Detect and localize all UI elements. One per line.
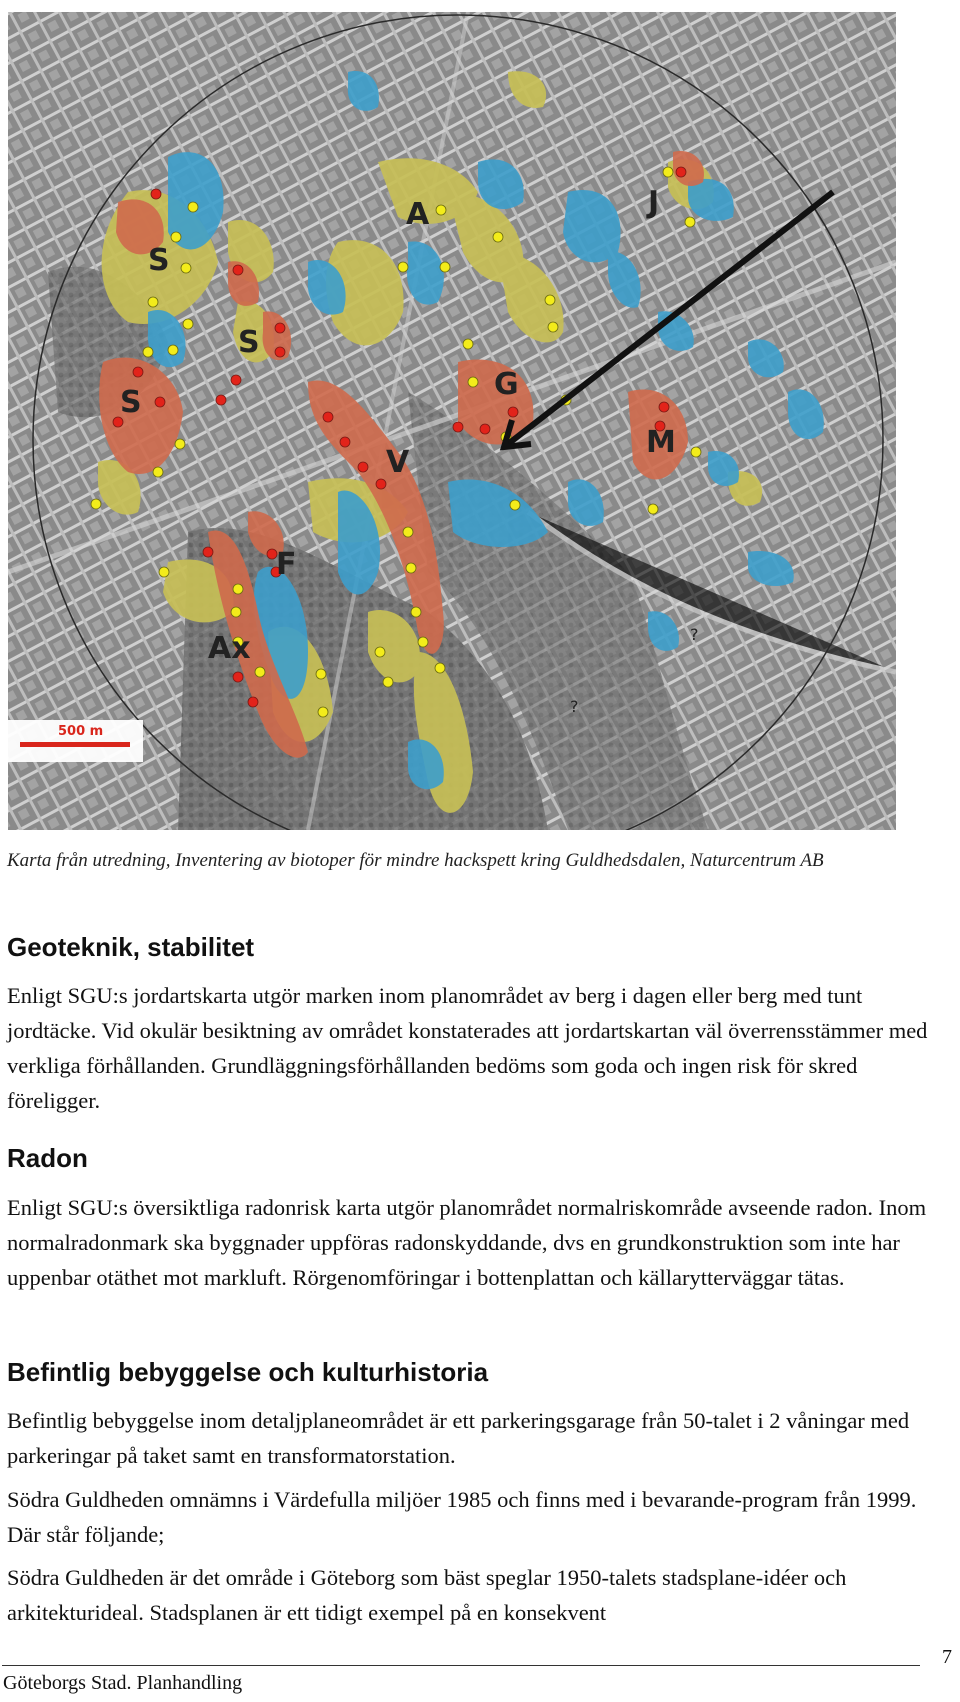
- page-number: 7: [942, 1646, 952, 1668]
- footer-text: Göteborgs Stad. Planhandling: [3, 1672, 243, 1694]
- heading-radon: Radon: [7, 1143, 88, 1173]
- paragraph-geoteknik: Enligt SGU:s jordartskarta utgör marken inom planområdet av berg i dagen eller berg med tunt jordtäcke. Vid okulär besiktning av området konstaterades att jordartskartan väl överrensstämmer med verkliga förhållanden. Grundläggningsförhållanden bedöms som goda och ingen risk för skred föreligger.: [7, 983, 928, 1113]
- map-label-s3: S: [120, 385, 142, 420]
- paragraph-bebyggelse-3: Södra Guldheden är det område i Göteborg som bäst speglar 1950-talets stadsplane-idéer och arkitekturideal. Stadsplanen är ett tidigt exempel på en konsekvent: [7, 1565, 847, 1625]
- heading-bebyggelse: Befintlig bebyggelse och kulturhistoria: [7, 1357, 489, 1387]
- map-label-s2: S: [238, 325, 260, 360]
- map-label-ax: Ax: [208, 631, 251, 666]
- paragraph-bebyggelse-1: Befintlig bebyggelse inom detaljplaneområdet är ett parkeringsgarage från 50-talet i 2 våningar med parkeringar på taket samt en transformatorstation.: [7, 1408, 910, 1468]
- heading-geoteknik: Geoteknik, stabilitet: [7, 932, 255, 962]
- map-question-mark: ?: [690, 625, 699, 644]
- footer-divider: [2, 1665, 920, 1666]
- paragraph-radon: Enligt SGU:s översiktliga radonrisk karta utgör planområdet normalriskområde avseende radon. Inom normalradonmark ska byggnader uppföras radonskyddande, dvs en grundkonstruktion som inte har uppenbar otäthet mot markluft. Rörgenomföringar i bottenplattan och källarytterväggar tätas.: [7, 1195, 927, 1290]
- map-label-f: F: [276, 547, 297, 582]
- scale-bar: [8, 720, 143, 762]
- map-label-s1: S: [148, 243, 170, 278]
- map-label-a: A: [406, 197, 430, 232]
- paragraph-bebyggelse-2: Södra Guldheden omnämns i Värdefulla miljöer 1985 och finns med i bevarande-program från 1999. Där står följande;: [7, 1487, 917, 1547]
- scale-label: 500 m: [58, 724, 104, 739]
- map-question-mark: ?: [570, 697, 579, 716]
- map-label-j: J: [648, 185, 660, 220]
- map-label-m: M: [646, 425, 676, 460]
- aerial-map: [8, 12, 896, 830]
- map-label-v: V: [386, 445, 410, 480]
- map-caption: Karta från utredning, Inventering av biotoper för mindre hackspett kring Guldhedsdalen, Naturcentrum AB: [7, 850, 824, 871]
- map-label-g: G: [494, 367, 519, 402]
